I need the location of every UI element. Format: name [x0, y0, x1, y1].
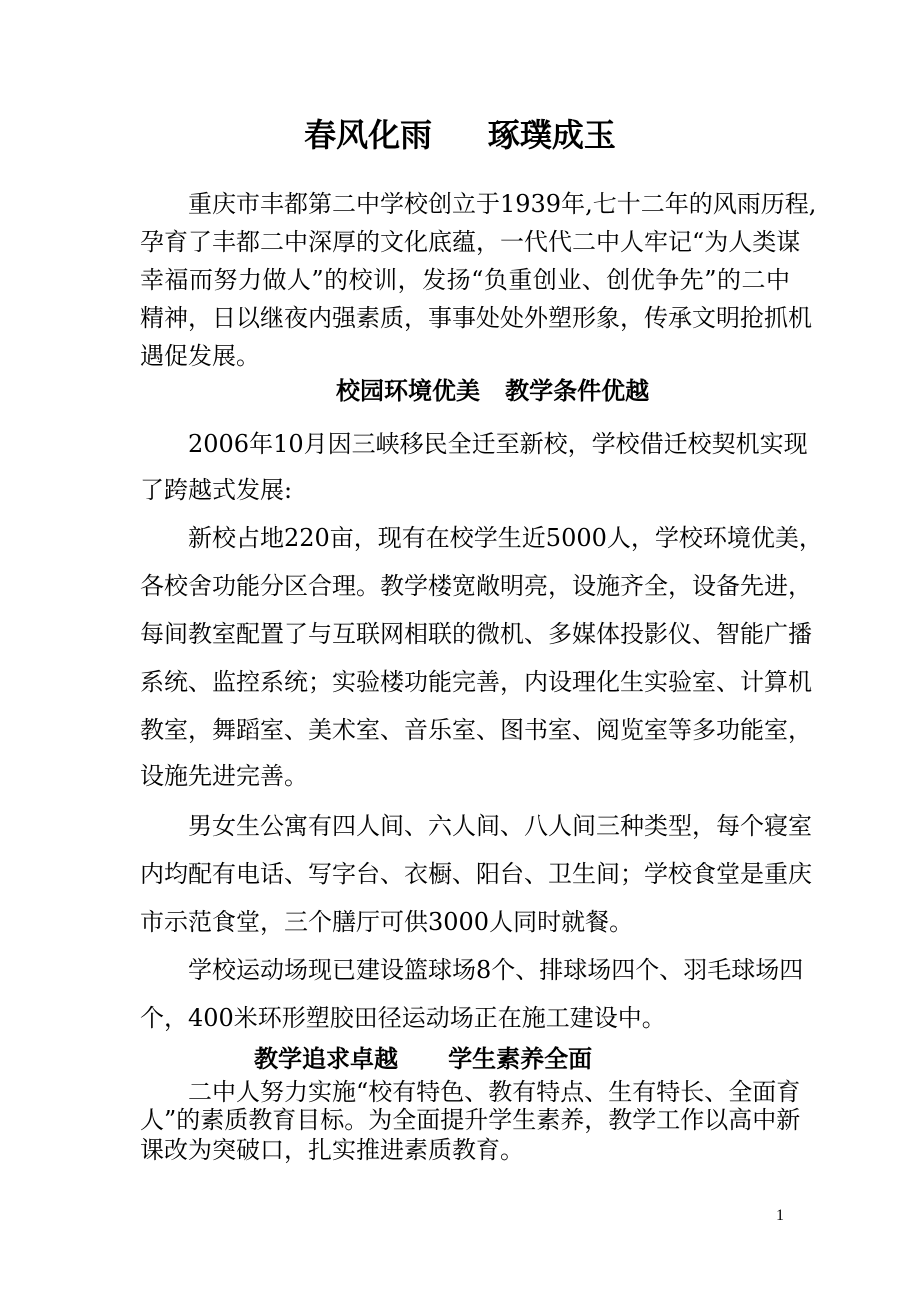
paragraph-line: 二中人努力实施“校有特色、教有特点、生有特长、全面育	[188, 1078, 801, 1106]
paragraph-line: 新校占地220亩，现有在校学生近5000人，学校环境优美，	[188, 524, 823, 552]
intro-line: 幸福而努力做人”的校训，发扬“负重创业、创优争先”的二中	[140, 266, 790, 294]
paragraph-line: 个，400米环形塑胶田径运动场正在施工建设中。	[140, 1004, 666, 1032]
paragraph-line: 每间教室配置了与互联网相联的微机、多媒体投影仪、智能广播	[140, 620, 812, 648]
paragraph-line: 学校运动场现已建设篮球场8个、排球场四个、羽毛球场四	[188, 956, 804, 984]
intro-line: 遇促发展。	[140, 342, 260, 370]
document-title: 春风化雨 琢璞成玉	[304, 116, 616, 154]
intro-line: 精神，日以继夜内强素质，事事处处外塑形象，传承文明抢抓机	[140, 304, 812, 332]
paragraph-line: 设施先进完善。	[140, 762, 308, 790]
paragraph-line: 各校舍功能分区合理。教学楼宽敞明亮，设施齐全，设备先进，	[140, 572, 812, 600]
intro-line: 孕育了丰都二中深厚的文化底蕴，一代代二中人牢记“为人类谋	[140, 228, 801, 256]
section-heading-teaching: 教学追求卓越 学生素养全面	[254, 1045, 593, 1073]
page-number: 1	[776, 1207, 784, 1224]
paragraph-line: 市示范食堂，三个膳厅可供3000人同时就餐。	[140, 908, 634, 936]
paragraph-line: 男女生公寓有四人间、六人间、八人间三种类型，每个寝室	[188, 812, 812, 840]
paragraph-line: 了跨越式发展:	[140, 476, 293, 504]
paragraph-line: 教室，舞蹈室、美术室、音乐室、图书室、阅览室等多功能室，	[140, 716, 812, 744]
intro-line: 重庆市丰都第二中学校创立于1939年,七十二年的风雨历程,	[188, 190, 817, 218]
paragraph-line: 课改为突破口，扎实推进素质教育。	[140, 1136, 524, 1164]
section-heading-environment: 校园环境优美 教学条件优越	[336, 377, 650, 405]
paragraph-line: 人”的素质教育目标。为全面提升学生素养，教学工作以高中新	[140, 1106, 801, 1134]
paragraph-line: 系统、监控系统；实验楼功能完善，内设理化生实验室、计算机	[140, 668, 812, 696]
paragraph-line: 2006年10月因三峡移民全迁至新校，学校借迁校契机实现	[188, 430, 808, 458]
paragraph-line: 内均配有电话、写字台、衣橱、阳台、卫生间；学校食堂是重庆	[140, 860, 812, 888]
